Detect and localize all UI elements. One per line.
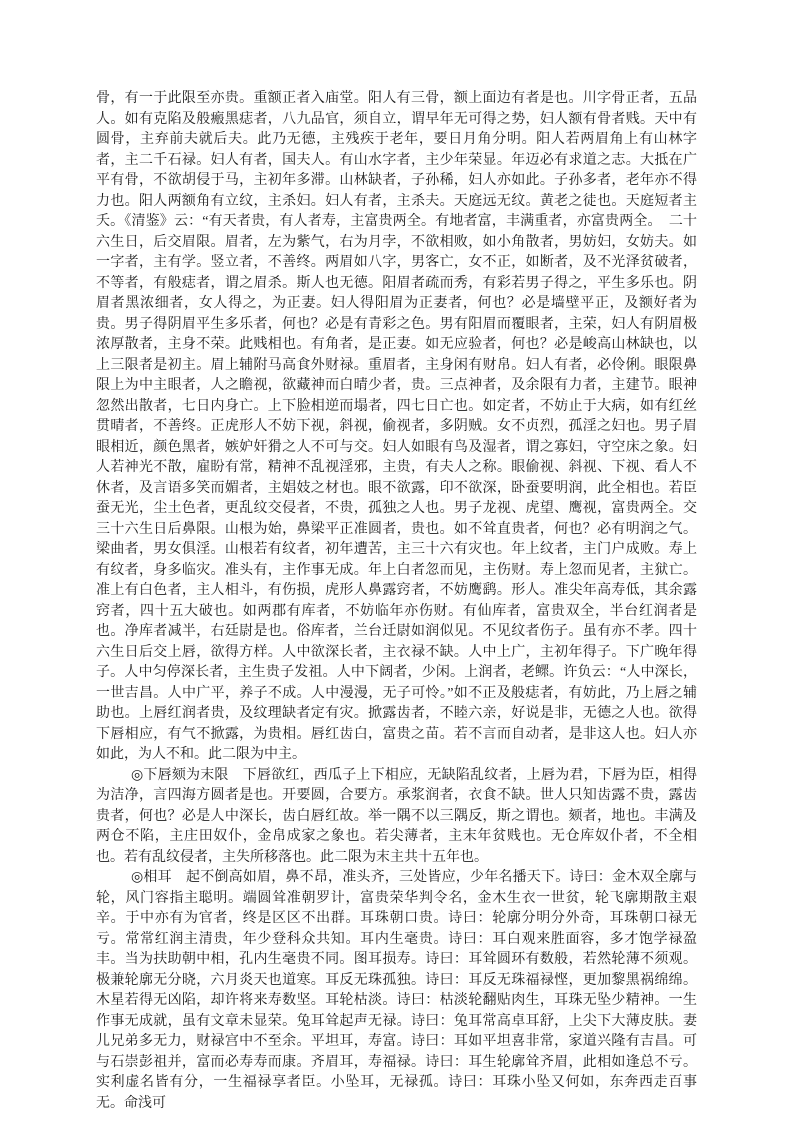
paragraph-ear-reading: ◎相耳 起不倒高如眉，鼻不昂，准头齐，三处皆应，少年名播天下。诗曰：金木双全廓与轮，风门容指主聪明。端圆耸准朝罗计，富贵荣华判令名，金木生衣一世贫，轮飞廓期散主艰辛。于中亦有为官者，终是区区不出群。耳珠朝口贵。诗曰：轮廓分明分外奇，耳珠朝口禄无亏。常常红润主清贵，年少登科众共知。耳内生毫贵。诗曰：耳白观来胜面容，多才饱学禄盈丰。当为扶助朝中相，孔内生毫贵不同。图耳损寿。诗曰：耳耸圆环有数般，若然轮薄不须观。极兼轮廓无分晓，六月炎天也道寒。耳反无珠孤独。诗曰：耳反无珠福禄悭，更加黎黑祸绵绵。木星若得无凶陷，却许将来寿数坚。耳轮枯淡。诗曰：枯淡轮翻贴肉生，耳珠无坠少精神。一生作事无成就，虽有文章未显荣。兔耳耸起声无禄。诗曰：兔耳常高卓耳舒，上尖下大薄皮肤。妻儿兄弟多无力，财禄宫中不至余。平坦耳，寿富。诗曰：耳如平坦喜非常，家道兴隆有吉昌。可与石崇彭祖并，富而必寿寿而康。齐眉耳，寿福禄。诗曰：耳生轮廓耸齐眉，此相如逢总不亏。实利虚名皆有分，一生福禄享者臣。小坠耳，无禄孤。诗曰：耳珠小坠又何如，东奔西走百事无。命浅可 xyxy=(96,870,697,1111)
text-block xyxy=(96,89,697,1114)
paragraph-lower-lip-chin-final-limit: ◎下唇颏为末限 下唇欲红，西瓜子上下相应，无缺陷乱纹者，上唇为君，下唇为臣，相得为洁净，言四海方圆者是也。开要圆，合要方。承浆润者，衣食不缺。世人只知齿露不贵，露齿贵者，何也？必是人中深长，齿白唇红故。举一隅不以三隅反，斯之谓也。颏者，地也。丰满及两仓不陷，主庄田奴仆，金帛成家之象也。若尖薄者，主末年贫贱也。无仓库奴仆者，不全相也。若有乱纹侵者，主失所移落也。此二限为末主共十五年也。 xyxy=(96,767,697,865)
paragraph-three-limits: 骨，有一于此限至亦贵。重额正者入庙堂。阳人有三骨，额上面边有者是也。川字骨正者，五品人。如有克陷及般瘢黑痣者，八九品官，须自立，谓早年无可得之势，妇人额有骨者贱。天中有圆骨，主弃前夫就后夫。此乃无德，主残疾于老年，要日月角分明。阳人若两眉角上有山林字者，主二千石禄。妇人有者，国夫人。有山水字者，主少年荣显。年迈必有求道之志。大抵在广平有骨，不欲胡侵于马，主初年多滞。山林缺者，子孙稀，妇人亦如此。子孙多者，老年亦不得力也。阳人两额角有立纹，主杀妇。妇人有者，主杀夫。天庭远无纹。黄老之徒也。天庭短者主夭。《清鉴》云：“有天者贵，有人者寿，主富贵两全。有地者富，丰满重者，亦富贵两全。 二十六生日，后交眉限。眉者，左为紫气，右为月孛，不欲相败，如小角散者，男妨妇，女妨夫。如一字者，主有学。竖立者，不善终。两眉如八字，男客亡，女不正，如断者，及不光泽贫破者，不等者，有般痣者，谓之眉杀。斯人也无德。阳眉者疏而秀，有彩若男子得之，平生多乐也。阴眉者黑浓细者，女人得之，为正妻。妇人得阳眉为正妻者，何也？必是墙壁平正，及额好者为贵。男子得阴眉平生多乐者，何也？必是有青彩之色。男有阳眉而覆眼者，主荣，妇人有阴眉极浓厚散者，主身不荣。此贱相也。有角者，是正妻。如无应验者，何也？必是峻高山林缺也，以上三限者是初主。眉上辅附马高食外财禄。重眉者，主身闲有财帛。妇人有者，必伶俐。眼限鼻限上为中主眼者，人之瞻视，欲藏神而白晴少者，贵。三点神者，及余限有力者，主建节。眼神忽然出散者，七日内身亡。上下脸相逆而塌者，四七日亡也。如定者，不妨止于大病，如有红丝贯晴者，不善终。正虎形人不妨下视，斜视，偷视者，多阴贼。女不贞烈，孤淫之妇也。男子眉眼相近，颜色黑者，嫉妒奸猾之人不可与交。妇人如眼有鸟及湿者，谓之寡妇，守空床之象。妇人若神光不散，雇盼有常，精神不乱视淫邪，主贵，有夫人之称。眼偷视、斜视、下视、看人不休者，及言语多笑而媚者，主娼妓之材也。眼不欲露，印不欲深，卧蚕要明润，此全相也。若臣蚕无光，尘土色者，更乱纹交侵者，不贵，孤独之人也。男子龙视、虎望、鹰视，富贵两全。交三十六生日后鼻限。山根为始，鼻梁平正准圆者，贵也。如不耸直贵者，何也？必有明润之气。梁曲者，男女俱淫。山根若有纹者，初年遭苦，主三十六有灾也。年上纹者，主门户成败。寿上有纹者，身多临灾。准头有，主作事无成。年上白者忽而见，主伤财。寿上忽而见者，主狱亡。准上有白色者，主人相斗，有伤损，虎形人鼻露窍者，不妨鹰鹞。形人。准尖年高寿低，其余露窍者，四十五大破也。如两郡有库者，不妨临年亦伤财。有仙库者，富贵双全，半台红润者是也。净库者减半，右廷尉是也。俗库者，兰台迁尉如润似见。不见纹者伤子。虽有亦不孝。四十六生日后交上唇，欲得方样。人中欲深长者，主衣禄不缺。人中上广，主初年得子。下广晚年得子。人中匀停深长者，主生贵子发祖。人中下阔者，少闲。上润者，老鳏。许负云：“人中深长，一世吉昌。人中广平，养子不成。人中漫漫，无子可怜。”如不正及般痣者，有妨此，乃上唇之辅助也。上唇红润者贵，及纹理缺者定有灾。掀露齿者，不睦六亲，好说是非，无德之人也。欲得下唇相应，有气不掀露，为贵相。唇红齿白，富贵之苗。若不言而自动者，是非这人也。妇人亦如此，为人不和。此二限为中主。 xyxy=(96,91,697,762)
